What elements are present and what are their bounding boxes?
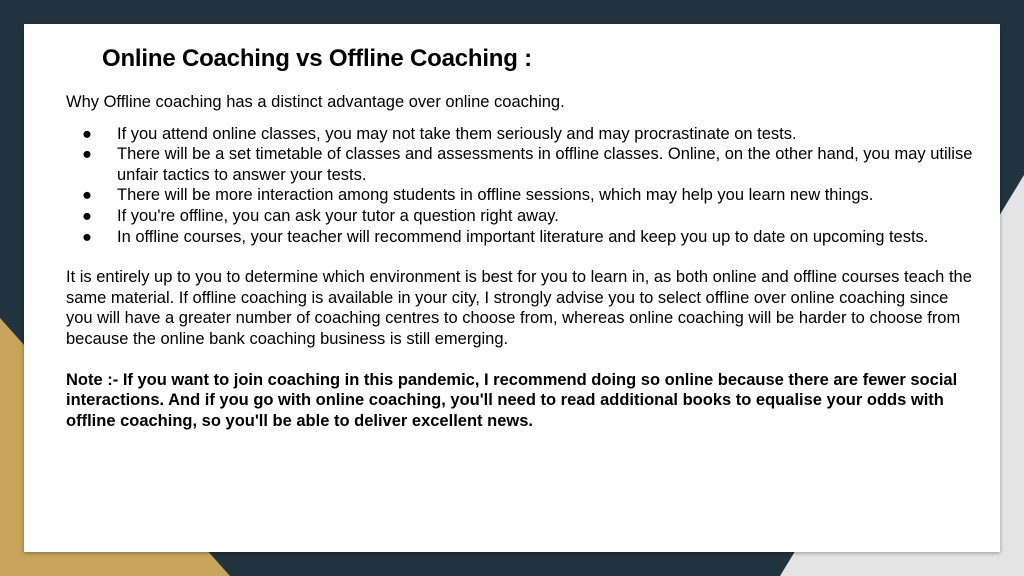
- bullet-dot-icon: ●: [82, 186, 92, 205]
- bullet-item: [66, 124, 976, 145]
- bullet-dot-icon: ●: [82, 145, 92, 164]
- bullet-item: [66, 144, 976, 185]
- slide-body: [66, 92, 976, 431]
- bullet-dot-icon: ●: [82, 124, 92, 143]
- bullet-dot-icon: ●: [82, 227, 92, 246]
- bullet-text: If you attend online classes, you may not take them seriously and may procrastinate on tests.: [117, 124, 797, 143]
- bullet-text: There will be more interaction among students in offline sessions, which may help you learn new things.: [117, 186, 874, 205]
- intro-text: Why Offline coaching has a distinct advantage over online coaching.: [66, 93, 565, 111]
- bullet-text: In offline courses, your teacher will recommend important literature and keep you up to date on upcoming tests.: [117, 227, 929, 246]
- body-paragraph: It is entirely up to you to determine which environment is best for you to learn in, as both online and offline courses teach the same material. If offline coaching is available in your city, I strongly advise you to select offline over online coaching since you will have a greater number of coaching centres to choose from, whereas online coaching will be harder to choose from because the online bank coaching business is still emerging.: [66, 268, 972, 348]
- slide-title: Online Coaching vs Offline Coaching :: [102, 45, 532, 72]
- bullet-dot-icon: ●: [82, 206, 92, 225]
- bullet-text: If you're offline, you can ask your tutor a question right away.: [117, 206, 559, 225]
- bullet-item: [66, 185, 976, 206]
- bullet-item: [66, 206, 976, 227]
- bullet-list: [66, 124, 976, 248]
- bullet-item: [66, 227, 976, 248]
- bullet-text: There will be a set timetable of classes and assessments in offline classes. Online, on the other hand, you may utilise unfair tactics to answer your tests.: [117, 145, 973, 184]
- slide-card: [24, 24, 1000, 552]
- note-paragraph: Note :- If you want to join coaching in this pandemic, I recommend doing so online because there are fewer social interactions. And if you go with online coaching, you'll need to read additional books to equalise your odds with offline coaching, so you'll be able to deliver excellent news.: [66, 370, 958, 430]
